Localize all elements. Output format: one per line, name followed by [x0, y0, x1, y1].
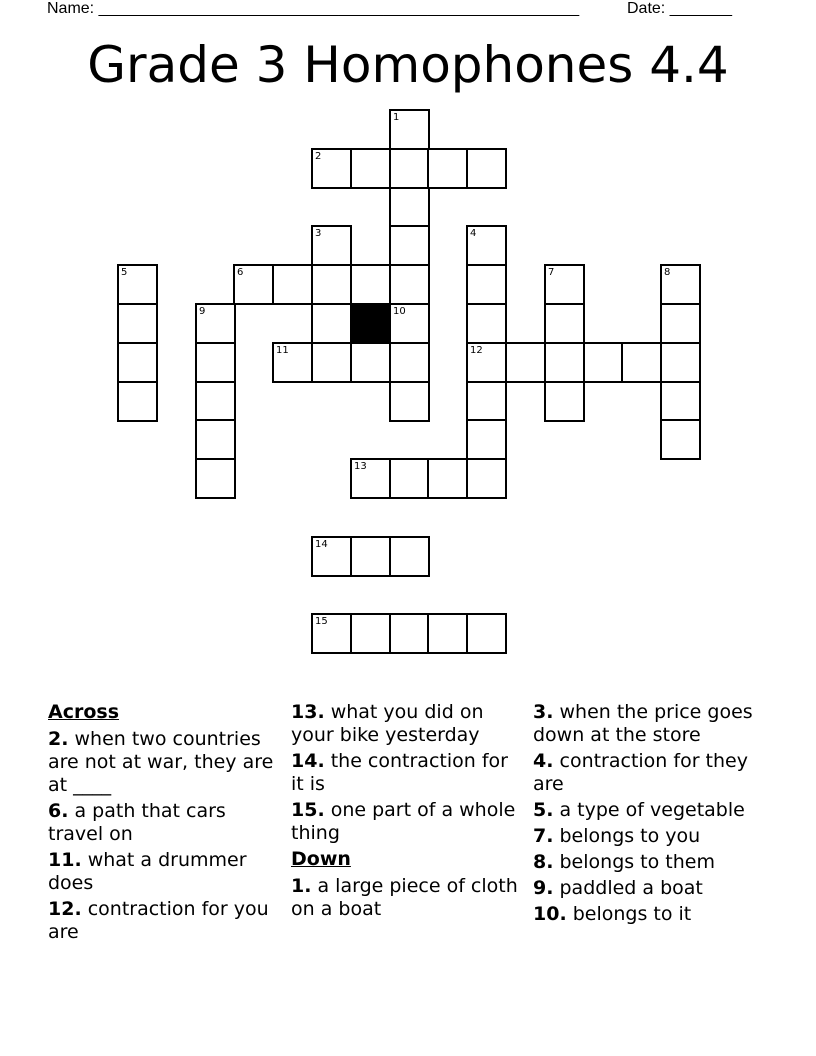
clue-text: what a drummer does [48, 849, 247, 894]
crossword-cell[interactable] [389, 458, 430, 499]
crossword-cell[interactable] [195, 381, 236, 422]
crossword-cell[interactable] [660, 264, 701, 305]
crossword-cell[interactable] [660, 303, 701, 344]
clue-number: 3. [533, 701, 554, 723]
clue-number: 8. [533, 851, 554, 873]
clue-number: 10. [533, 903, 567, 925]
clue-across-2 [48, 728, 278, 797]
crossword-cell[interactable] [544, 264, 585, 305]
cell-number: 11 [276, 345, 289, 356]
clue-text: the contraction for it is [291, 750, 508, 795]
clue-text: contraction for you are [48, 898, 269, 943]
crossword-cell[interactable] [389, 187, 430, 228]
crossword-cell[interactable] [466, 613, 507, 654]
clue-across-12 [48, 898, 278, 944]
clue-text: a type of vegetable [553, 799, 745, 821]
crossword-cell[interactable] [117, 381, 158, 422]
crossword-cell[interactable] [117, 342, 158, 383]
crossword-cell[interactable] [466, 419, 507, 460]
crossword-cell[interactable] [389, 109, 430, 150]
crossword-cell[interactable] [466, 148, 507, 189]
crossword-cell[interactable] [350, 613, 391, 654]
crossword-cell[interactable] [311, 148, 352, 189]
crossword-cell[interactable] [427, 148, 468, 189]
cell-number: 12 [470, 345, 483, 356]
crossword-cell[interactable] [389, 342, 430, 383]
crossword-cell[interactable] [466, 342, 507, 383]
cell-number: 14 [315, 539, 328, 550]
cell-number: 9 [199, 306, 206, 317]
cell-number: 4 [470, 228, 477, 239]
crossword-cell[interactable] [195, 419, 236, 460]
clue-down-4 [533, 750, 783, 796]
cell-number: 7 [548, 267, 555, 278]
crossword-cell[interactable] [350, 264, 391, 305]
cell-number: 8 [664, 267, 671, 278]
crossword-cell[interactable] [117, 303, 158, 344]
clue-text: a large piece of cloth on a boat [291, 875, 518, 920]
clue-across-15 [291, 799, 521, 845]
cell-number: 3 [315, 228, 322, 239]
clue-text: belongs to you [553, 825, 701, 847]
crossword-cell[interactable] [389, 148, 430, 189]
crossword-cell[interactable] [195, 458, 236, 499]
clue-down-9 [533, 877, 783, 900]
crossword-cell[interactable] [466, 225, 507, 266]
clue-number: 11. [48, 849, 82, 871]
crossword-cell[interactable] [311, 342, 352, 383]
clue-text: belongs to them [553, 851, 715, 873]
clue-down-1 [291, 875, 521, 921]
clue-across-6 [48, 800, 278, 846]
crossword-cell[interactable] [117, 264, 158, 305]
clues-column-2 [291, 701, 521, 924]
clue-number: 14. [291, 750, 325, 772]
crossword-cell[interactable] [272, 342, 313, 383]
clue-across-13 [291, 701, 521, 747]
crossword-cell[interactable] [311, 225, 352, 266]
crossword-cell[interactable] [389, 303, 430, 344]
crossword-cell[interactable] [389, 381, 430, 422]
down-heading: Down [291, 848, 351, 870]
crossword-block-cell [350, 303, 391, 344]
clue-number: 2. [48, 728, 69, 750]
clue-number: 7. [533, 825, 554, 847]
crossword-cell[interactable] [427, 458, 468, 499]
crossword-cell[interactable] [389, 536, 430, 577]
cell-number: 10 [393, 306, 406, 317]
crossword-cell[interactable] [583, 342, 624, 383]
cell-number: 15 [315, 616, 328, 627]
crossword-cell[interactable] [350, 536, 391, 577]
name-field-label[interactable]: Name: ______________________________________________________ [47, 0, 580, 17]
clue-down-7 [533, 825, 783, 848]
clue-across-14 [291, 750, 521, 796]
clue-text: paddled a boat [553, 877, 703, 899]
clue-number: 6. [48, 800, 69, 822]
crossword-cell[interactable] [466, 458, 507, 499]
clue-down-5 [533, 799, 783, 822]
clue-across-11 [48, 849, 278, 895]
crossword-cell[interactable] [195, 303, 236, 344]
clues-column-1 [48, 701, 278, 947]
crossword-cell[interactable] [660, 342, 701, 383]
crossword-cell[interactable] [621, 342, 662, 383]
crossword-cell[interactable] [311, 264, 352, 305]
crossword-cell[interactable] [660, 419, 701, 460]
crossword-cell[interactable] [311, 613, 352, 654]
clue-number: 13. [291, 701, 325, 723]
clue-text: belongs to it [566, 903, 692, 925]
crossword-cell[interactable] [544, 342, 585, 383]
crossword-cell[interactable] [660, 381, 701, 422]
clue-number: 4. [533, 750, 554, 772]
clue-text: what you did on your bike yesterday [291, 701, 484, 746]
cell-number: 13 [354, 461, 367, 472]
crossword-cell[interactable] [505, 342, 546, 383]
crossword-cell[interactable] [427, 613, 468, 654]
page-title: Grade 3 Homophones 4.4 [87, 36, 729, 94]
cell-number: 5 [121, 267, 128, 278]
crossword-cell[interactable] [466, 381, 507, 422]
crossword-cell[interactable] [350, 148, 391, 189]
clue-down-3 [533, 701, 783, 747]
clue-text: when two countries are not at war, they are at ____ [48, 728, 274, 796]
crossword-cell[interactable] [389, 225, 430, 266]
crossword-cell[interactable] [195, 342, 236, 383]
across-heading: Across [48, 701, 120, 723]
crossword-cell[interactable] [233, 264, 274, 305]
date-field-label[interactable]: Date: _______ [627, 0, 732, 17]
clue-text: a path that cars travel on [48, 800, 226, 845]
clue-number: 5. [533, 799, 554, 821]
crossword-cell[interactable] [350, 342, 391, 383]
crossword-cell[interactable] [544, 303, 585, 344]
clue-number: 12. [48, 898, 82, 920]
clue-number: 15. [291, 799, 325, 821]
cell-number: 1 [393, 112, 400, 123]
crossword-cell[interactable] [311, 303, 352, 344]
crossword-cell[interactable] [311, 536, 352, 577]
clue-down-8 [533, 851, 783, 874]
clue-text: when the price goes down at the store [533, 701, 753, 746]
clue-down-10 [533, 903, 783, 926]
crossword-cell[interactable] [466, 303, 507, 344]
clues-column-3 [533, 701, 783, 929]
clue-number: 1. [291, 875, 312, 897]
clue-text: one part of a whole thing [291, 799, 516, 844]
crossword-cell[interactable] [466, 264, 507, 305]
cell-number: 6 [237, 267, 244, 278]
clue-text: contraction for they are [533, 750, 748, 795]
crossword-cell[interactable] [544, 381, 585, 422]
clue-number: 9. [533, 877, 554, 899]
crossword-cell[interactable] [389, 264, 430, 305]
crossword-cell[interactable] [272, 264, 313, 305]
crossword-cell[interactable] [350, 458, 391, 499]
crossword-cell[interactable] [389, 613, 430, 654]
cell-number: 2 [315, 151, 322, 162]
